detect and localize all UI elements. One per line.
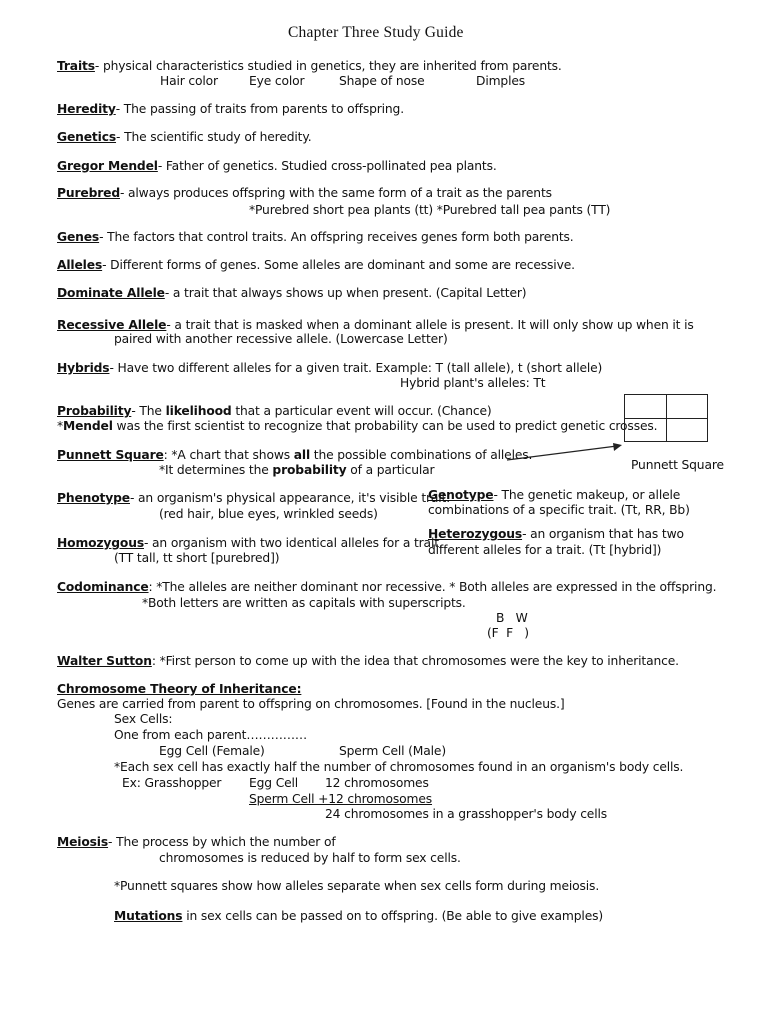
hybrids-line (57, 361, 602, 376)
term-phenotype: Phenotype (57, 491, 130, 505)
def-hybrids: - Have two different alleles for a given trait. Example: T (tall allele), t (short allele) (109, 361, 603, 375)
punnett-grid-v-line (666, 395, 667, 441)
term-hybrids: Hybrids (57, 361, 110, 375)
mendel-line (57, 159, 497, 174)
def-probability-c: that a particular event will occur. (Chance) (231, 404, 492, 418)
codominance-line-2: *Both letters are written as capitals with superscripts. (142, 596, 466, 610)
term-meiosis: Meiosis (57, 835, 109, 849)
def-heterozygous: - an organism that has two (522, 527, 684, 541)
term-genotype: Genotype (428, 488, 494, 502)
def-punnett-c: the possible combinations of alleles. (310, 448, 533, 462)
chromosome-ex-egg-count: 12 chromosomes (325, 776, 429, 790)
punnett-line (57, 448, 532, 463)
def-probability-a: - The (131, 404, 166, 418)
term-recessive-allele: Recessive Allele (57, 318, 167, 332)
phenotype-example: (red hair, blue eyes, wrinkled seeds) (159, 507, 378, 521)
trait-example-hair: Hair color (160, 74, 218, 88)
traits-line (57, 59, 562, 74)
def-genotype: - The genetic makeup, or allele (493, 488, 681, 502)
def-punnett-a: : *A chart that shows (163, 448, 294, 462)
genotype-line (428, 488, 680, 503)
purebred-example: *Purebred short pea plants (tt) *Purebred tall pea pants (TT) (249, 203, 611, 217)
term-probability: Probability (57, 404, 132, 418)
def-heredity: - The passing of traits from parents to offspring. (115, 102, 404, 116)
recessive-line-2: paired with another recessive allele. (Lowercase Letter) (114, 332, 448, 346)
punnett-line2-a: *It determines the (159, 463, 273, 477)
trait-example-dimples: Dimples (476, 74, 526, 88)
term-traits: Traits (57, 59, 95, 73)
punnett-line-2 (159, 463, 434, 478)
recessive-line (57, 318, 694, 333)
meiosis-line (57, 835, 336, 850)
probability-line-2 (57, 419, 657, 434)
meiosis-note: *Punnett squares show how alleles separate when sex cells form during meiosis. (114, 879, 600, 893)
punnett-line2-c: of a particular (346, 463, 435, 477)
homozygous-example: (TT tall, tt short [purebred]) (114, 551, 280, 565)
def-homozygous: - an organism with two identical alleles for a trait. (144, 536, 443, 550)
chromosome-ex-total: 24 chromosomes in a grasshopper's body cells (325, 807, 608, 821)
def-alleles: - Different forms of genes. Some alleles are dominant and some are recessive. (102, 258, 575, 272)
chromosome-line-1: Genes are carried from parent to offspring on chromosomes. [Found in the nucleus.] (57, 697, 565, 711)
term-chromosome-theory: Chromosome Theory of Inheritance: (57, 682, 302, 696)
chromosome-ex-sperm: Sperm Cell +12 chromosomes (249, 792, 433, 806)
chromosome-ex-egg: Egg Cell (249, 776, 299, 790)
codominance-formula: (F F ) (487, 626, 529, 640)
trait-example-eye: Eye color (249, 74, 305, 88)
heterozygous-line-2: different alleles for a trait. (Tt [hybrid]) (428, 543, 662, 557)
chromosome-line-3: One from each parent…………… (114, 728, 308, 742)
chromosome-sperm-cell: Sperm Cell (Male) (339, 744, 446, 758)
trait-example-nose: Shape of nose (339, 74, 425, 88)
def-walter-sutton: : *First person to come up with the idea that chromosomes were the key to inheritance. (151, 654, 679, 668)
def-dominate-allele: - a trait that always shows up when present. (Capital Letter) (164, 286, 527, 300)
genes-line (57, 230, 574, 245)
term-alleles: Alleles (57, 258, 103, 272)
probability-line2-a: * (57, 419, 63, 433)
chromosome-line-half: *Each sex cell has exactly half the number of chromosomes found in an organism's body cells. (114, 760, 684, 774)
term-codominance: Codominance (57, 580, 149, 594)
term-genetics: Genetics (57, 130, 117, 144)
genotype-line-2: combinations of a specific trait. (Tt, RR, Bb) (428, 503, 690, 517)
probability-line2-b: Mendel (63, 419, 113, 433)
chromosome-line-2: Sex Cells: (114, 712, 173, 726)
term-heredity: Heredity (57, 102, 116, 116)
def-codominance: : *The alleles are neither dominant nor recessive. * Both alleles are expressed in the offspring. (148, 580, 717, 594)
sutton-line (57, 654, 679, 669)
dominate-line (57, 286, 526, 301)
mutations-line (114, 909, 603, 924)
phenotype-line (57, 491, 450, 506)
punnett-line2-b: probability (272, 463, 347, 477)
term-homozygous: Homozygous (57, 536, 144, 550)
term-dominate-allele: Dominate Allele (57, 286, 165, 300)
term-mendel: Gregor Mendel (57, 159, 158, 173)
term-heterozygous: Heterozygous (428, 527, 523, 541)
def-recessive-allele: - a trait that is masked when a dominant allele is present. It will only show up when it is (166, 318, 694, 332)
codominance-superscripts: B W (496, 611, 528, 625)
def-mendel: - Father of genetics. Studied cross-pollinated pea plants. (157, 159, 497, 173)
heredity-line (57, 102, 404, 117)
term-punnett-square: Punnett Square (57, 448, 164, 462)
homozygous-line (57, 536, 443, 551)
def-traits: - physical characteristics studied in genetics, they are inherited from parents. (94, 59, 562, 73)
def-purebred: - always produces offspring with the same form of a trait as the parents (119, 186, 552, 200)
term-walter-sutton: Walter Sutton (57, 654, 152, 668)
def-meiosis: - The process by which the number of (108, 835, 336, 849)
genetics-line (57, 130, 311, 145)
def-mutations: in sex cells can be passed on to offspring. (Be able to give examples) (182, 909, 604, 923)
purebred-line (57, 186, 552, 201)
hybrids-line-2: Hybrid plant's alleles: Tt (400, 376, 546, 390)
def-probability-b: likelihood (165, 404, 232, 418)
meiosis-line-2: chromosomes is reduced by half to form sex cells. (159, 851, 461, 865)
def-phenotype: - an organism's physical appearance, it's visible trait. (130, 491, 450, 505)
alleles-line (57, 258, 575, 273)
chromosome-ex-grasshopper: Ex: Grasshopper (122, 776, 222, 790)
probability-line2-c: was the first scientist to recognize that probability can be used to predict genetic crosses. (112, 419, 658, 433)
punnett-square-diagram (624, 394, 708, 442)
punnett-caption: Punnett Square (631, 458, 724, 472)
term-mutations: Mutations (114, 909, 183, 923)
def-genetics: - The scientific study of heredity. (116, 130, 312, 144)
def-genes: - The factors that control traits. An offspring receives genes form both parents. (99, 230, 574, 244)
def-punnett-b: all (293, 448, 311, 462)
chromosome-egg-cell: Egg Cell (Female) (159, 744, 265, 758)
page-title: Chapter Three Study Guide (288, 24, 464, 41)
codominance-line (57, 580, 716, 595)
term-genes: Genes (57, 230, 100, 244)
probability-line (57, 404, 492, 419)
heterozygous-line (428, 527, 684, 542)
term-purebred: Purebred (57, 186, 120, 200)
